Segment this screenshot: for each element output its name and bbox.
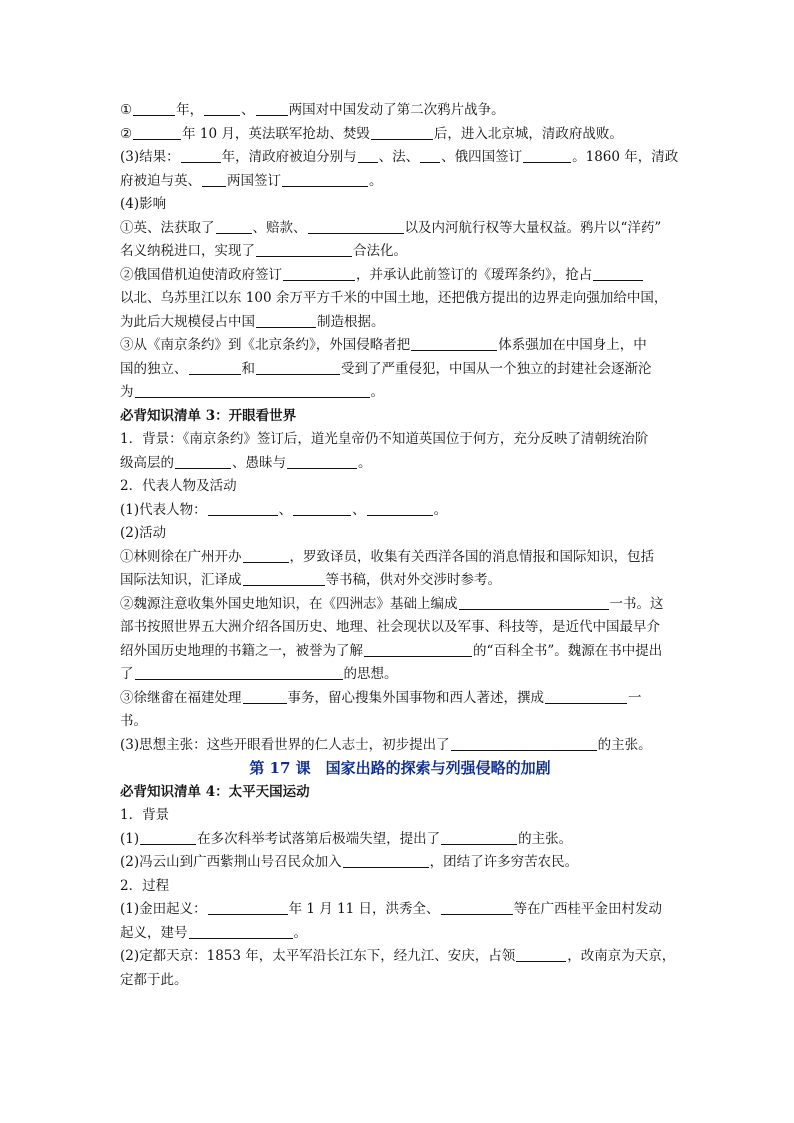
text-segment: ，并承认此前签订的《瑷珲条约》，抢占: [356, 266, 593, 283]
text-segment: ②魏源注意收集外国史地知识，在《四洲志》基础上编成: [120, 595, 458, 612]
fill-blank[interactable]: [243, 689, 287, 704]
text-line: [120, 193, 680, 217]
text-segment: 书。: [120, 713, 147, 729]
fill-blank[interactable]: [343, 853, 429, 868]
text-segment: ②: [120, 125, 133, 142]
text-segment: 为: [120, 384, 134, 400]
fill-blank[interactable]: [189, 360, 241, 375]
text-line: [120, 311, 680, 335]
text-segment: 事务，留心搜集外国事物和西人著述，撰成: [287, 689, 544, 706]
text-segment: (4)影响: [120, 196, 167, 212]
text-segment: ，团结了许多穷苦农民。: [429, 854, 579, 870]
text-segment: ①林则徐在广州开办: [120, 548, 242, 565]
fill-blank[interactable]: [523, 148, 571, 163]
text-segment: 为此后大规模侵占中国: [120, 313, 255, 330]
text-segment: 合法化。: [353, 243, 407, 259]
text-segment: 必背知识清单 3：开眼看世界: [120, 407, 297, 424]
fill-blank[interactable]: [420, 148, 440, 163]
text-line: [120, 146, 680, 170]
text-segment: 国的独立、: [120, 360, 188, 377]
text-segment: ①英、法获取了: [120, 219, 215, 236]
text-segment: (2)活动: [120, 525, 167, 541]
fill-blank[interactable]: [283, 266, 355, 281]
text-segment: (2)冯云山到广西紫荆山号召民众加入: [120, 854, 342, 870]
text-line: [120, 499, 680, 523]
text-line: [120, 123, 680, 147]
text-segment: 第 17 课 国家出路的探索与列强侵略的加剧: [249, 759, 551, 777]
text-line: [120, 287, 680, 311]
text-line: [120, 804, 680, 828]
text-segment: 级高层的: [120, 454, 174, 471]
fill-blank[interactable]: [256, 101, 288, 116]
text-segment: 以及内河航行权等大量权益。鸦片以“洋药”: [404, 219, 662, 236]
text-segment: 的主张。: [597, 736, 652, 753]
fill-blank[interactable]: [133, 101, 175, 116]
fill-blank[interactable]: [204, 101, 240, 116]
text-segment: 的主张。: [518, 830, 573, 847]
text-segment: 体系强加在中国身上，中: [498, 337, 647, 353]
section-heading: [120, 405, 680, 429]
text-line: [120, 945, 680, 969]
fill-blank[interactable]: [282, 172, 368, 187]
text-segment: 2．代表人物及活动: [120, 478, 237, 494]
fill-blank[interactable]: [358, 148, 378, 163]
text-segment: 和: [241, 360, 255, 377]
fill-blank[interactable]: [293, 501, 351, 516]
fill-blank[interactable]: [256, 242, 352, 257]
text-segment: 。: [358, 454, 372, 471]
text-line: [120, 710, 680, 734]
text-segment: 一书。这: [609, 595, 664, 612]
fill-blank[interactable]: [411, 336, 497, 351]
text-line: [120, 522, 680, 546]
text-segment: 、: [241, 102, 255, 118]
text-segment: (1)代表人物：: [120, 501, 207, 518]
text-segment: 、俄四国签订: [441, 149, 523, 165]
text-segment: 、愚昧与: [232, 454, 286, 471]
text-segment: 绍外国历史地理的书籍之一，被誉为了解: [120, 642, 363, 659]
text-line: [120, 217, 680, 241]
fill-blank[interactable]: [216, 219, 252, 234]
text-line: [120, 381, 680, 405]
document-page: [120, 99, 680, 992]
text-segment: 。: [433, 501, 448, 518]
text-line: [120, 875, 680, 899]
text-line: [120, 475, 680, 499]
fill-blank[interactable]: [135, 383, 370, 398]
text-segment: 、: [352, 501, 366, 518]
fill-blank[interactable]: [516, 947, 566, 962]
text-line: [120, 546, 680, 570]
text-segment: 制造根据。: [317, 313, 385, 330]
text-line: [120, 240, 680, 264]
text-segment: (1): [120, 830, 140, 847]
text-segment: 年 1 月 11 日，洪秀全、: [288, 901, 440, 917]
fill-blank[interactable]: [202, 172, 226, 187]
text-segment: 了: [120, 666, 134, 682]
fill-blank[interactable]: [308, 219, 404, 234]
fill-blank[interactable]: [459, 595, 609, 610]
text-line: [120, 663, 680, 687]
text-line: [120, 428, 680, 452]
text-line: [120, 640, 680, 664]
text-segment: 后，进入北京城，清政府战败。: [433, 125, 623, 142]
text-segment: 年 10 月，英法联军抢劫、焚毁: [182, 125, 370, 142]
text-segment: ①: [120, 102, 133, 118]
text-line: [120, 687, 680, 711]
fill-blank[interactable]: [175, 454, 231, 469]
text-segment: (2)定都天京：1853 年，太平军沿长江东下，经九江、安庆，占领: [120, 948, 516, 964]
text-segment: (1)金田起义：: [120, 901, 207, 917]
text-segment: ，罗致译员，收集有关西洋各国的消息情报和国际知识，包括: [289, 548, 654, 565]
text-line: [120, 969, 680, 993]
text-segment: 1．背景: [120, 807, 170, 823]
text-segment: (3)结果：: [120, 149, 180, 165]
text-line: [120, 569, 680, 593]
fill-blank[interactable]: [133, 125, 181, 140]
text-segment: 、赔款、: [252, 219, 307, 236]
section-heading: [120, 781, 680, 805]
text-line: [120, 734, 680, 758]
text-segment: 的“百科全书”。魏源在书中提出: [473, 642, 663, 659]
text-segment: 定都于此。: [120, 971, 188, 988]
text-segment: ③徐继畬在福建处理: [120, 689, 242, 706]
text-segment: 等在广西桂平金田村发动: [513, 901, 663, 917]
lesson-title: [120, 757, 680, 781]
text-line: [120, 170, 680, 194]
text-segment: 府被迫与英、: [120, 172, 201, 189]
text-line: [120, 828, 680, 852]
fill-blank[interactable]: [208, 900, 288, 915]
text-line: [120, 99, 680, 123]
text-segment: 受到了严重侵犯，中国从一个独立的封建社会逐渐沦: [341, 360, 652, 377]
fill-blank[interactable]: [593, 266, 643, 281]
text-segment: 等书稿，供对外交涉时参考。: [325, 572, 501, 588]
fill-blank[interactable]: [243, 548, 289, 563]
text-segment: 在多次科举考试落第后极端失望，提出了: [197, 830, 441, 847]
fill-blank[interactable]: [451, 736, 597, 751]
text-line: [120, 851, 680, 875]
text-segment: 。: [293, 924, 307, 941]
text-segment: 、: [278, 501, 293, 518]
text-line: [120, 264, 680, 288]
text-segment: 部书按照世界五大洲介绍各国历史、地理、社会现状以及军事、科技等，是近代中国最早介: [120, 619, 660, 635]
text-segment: 以北、乌苏里江以东 100 余万平方千米的中国土地，还把俄方提出的边界走向强加给中国，: [120, 290, 668, 306]
text-segment: ，改南京为天京，: [567, 948, 676, 964]
fill-blank[interactable]: [181, 148, 221, 163]
fill-blank[interactable]: [243, 571, 325, 586]
fill-blank[interactable]: [364, 642, 472, 657]
text-segment: 。1860 年，清政: [572, 149, 679, 165]
fill-blank[interactable]: [441, 830, 517, 845]
text-segment: 两国对中国发动了第二次鸦片战争。: [288, 102, 505, 118]
fill-blank[interactable]: [287, 454, 357, 469]
text-segment: 的思想。: [343, 666, 398, 682]
text-segment: 起义，建号: [120, 924, 188, 941]
text-segment: 年，: [176, 102, 204, 118]
fill-blank[interactable]: [135, 665, 343, 680]
fill-blank[interactable]: [545, 689, 627, 704]
text-line: [120, 334, 680, 358]
fill-blank[interactable]: [208, 501, 278, 516]
text-segment: 必背知识清单 4：太平天国运动: [120, 783, 310, 800]
text-line: [120, 616, 680, 640]
fill-blank[interactable]: [367, 501, 433, 516]
fill-blank[interactable]: [256, 313, 316, 328]
text-line: [120, 898, 680, 922]
text-segment: 一: [628, 689, 642, 706]
fill-blank[interactable]: [441, 900, 513, 915]
text-segment: 两国签订: [227, 172, 281, 189]
fill-blank[interactable]: [256, 360, 340, 375]
fill-blank[interactable]: [371, 125, 433, 140]
text-line: [120, 358, 680, 382]
fill-blank[interactable]: [140, 830, 196, 845]
text-segment: 1．背景：《南京条约》签订后，道光皇帝仍不知道英国位于何方，充分反映了清朝统治阶: [120, 431, 649, 447]
text-segment: 年，清政府被迫分别与: [221, 149, 357, 165]
text-segment: 、法、: [378, 149, 420, 165]
text-line: [120, 452, 680, 476]
text-segment: ③从《南京条约》到《北京条约》，外国侵略者把: [120, 337, 411, 353]
text-segment: 。: [369, 172, 383, 189]
text-segment: 2．过程: [120, 877, 170, 894]
text-segment: 国际法知识，汇译成: [120, 572, 242, 588]
fill-blank[interactable]: [189, 924, 293, 939]
text-line: [120, 593, 680, 617]
text-segment: 名义纳税进口，实现了: [120, 243, 255, 259]
text-segment: ②俄国借机迫使清政府签订: [120, 266, 282, 283]
text-line: [120, 922, 680, 946]
text-segment: 。: [370, 384, 384, 400]
text-segment: (3)思想主张：这些开眼看世界的仁人志士，初步提出了: [120, 736, 450, 753]
